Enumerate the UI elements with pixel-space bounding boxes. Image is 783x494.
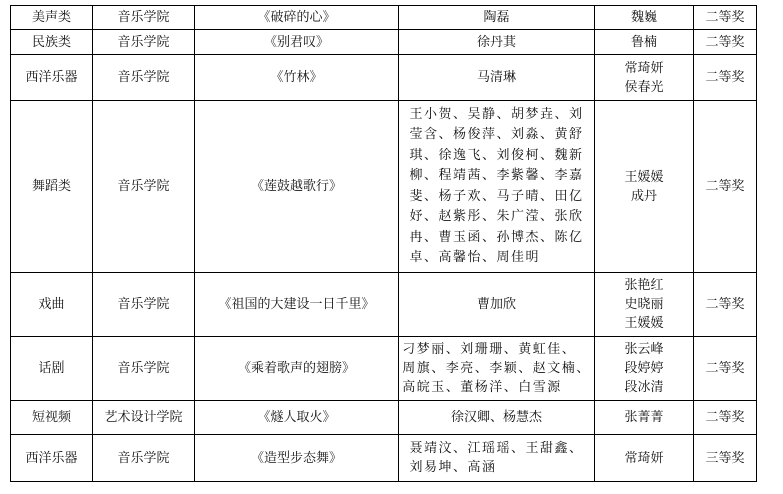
advisor-cell: 张菁菁 — [595, 401, 694, 435]
school-cell: 音乐学院 — [93, 273, 195, 337]
table-row — [11, 30, 757, 55]
work-title-cell: 《莲鼓越歌行》 — [195, 101, 399, 273]
member-line: 柳、程靖茜、李紫馨、李嘉 — [409, 168, 584, 183]
table-row — [11, 6, 757, 30]
table-row — [11, 101, 757, 273]
member-list — [402, 340, 591, 397]
members-cell: 陶磊 — [399, 6, 595, 30]
table-row — [11, 401, 757, 435]
member-line: 妤、赵紫彤、朱广滢、张欣 — [409, 209, 584, 224]
member-line: 王小贺、吴静、胡梦垚、刘 — [409, 106, 584, 122]
school-cell: 音乐学院 — [93, 435, 195, 482]
advisor-cell — [595, 101, 694, 273]
advisor-cell: 魏巍 — [595, 6, 694, 30]
awards-table-page — [10, 5, 757, 482]
category-cell: 短视频 — [11, 401, 93, 435]
table-row — [11, 435, 757, 482]
member-line: 斐、杨子欢、马子晴、田亿 — [409, 188, 584, 204]
table-row — [11, 337, 757, 401]
advisor-cell — [595, 337, 694, 401]
member-line: 周旗、李亮、李颖、赵文楠、 — [402, 361, 591, 376]
members-cell: 徐丹萁 — [399, 30, 595, 55]
school-cell: 音乐学院 — [93, 101, 195, 273]
advisor-cell: 鲁楠 — [595, 30, 694, 55]
work-title-cell: 《乘着歌声的翅膀》 — [195, 337, 399, 401]
advisor-list — [595, 168, 693, 206]
advisor-name: 张云峰 — [624, 342, 664, 357]
members-cell: 徐汉卿、杨慧杰 — [399, 401, 595, 435]
member-line: 聂靖汶、江瑶瑶、王甜鑫、 — [409, 441, 584, 456]
member-line: 卓、高馨怡、周佳明 — [409, 250, 540, 265]
advisor-name: 侯春光 — [624, 79, 664, 95]
advisor-name: 段冰清 — [624, 380, 664, 395]
work-title-cell: 《造型步态舞》 — [195, 435, 399, 482]
advisor-cell — [595, 55, 694, 101]
school-cell: 音乐学院 — [93, 30, 195, 55]
member-list — [409, 105, 583, 269]
category-cell: 美声类 — [11, 6, 93, 30]
work-title-cell: 《破碎的心》 — [195, 6, 399, 30]
table-row — [11, 273, 757, 337]
member-line: 高皖玉、董杨洋、白雪源 — [402, 380, 562, 395]
advisor-name: 王媛媛 — [624, 169, 664, 185]
advisor-cell — [595, 273, 694, 337]
advisor-name: 王媛媛 — [624, 316, 664, 331]
category-cell: 民族类 — [11, 30, 93, 55]
member-line: 琪、徐逸飞、刘俊柯、魏新 — [409, 147, 584, 163]
category-cell: 西洋乐器 — [11, 55, 93, 101]
award-cell: 二等奖 — [694, 30, 757, 55]
work-title-cell: 《祖国的大建设一日千里》 — [195, 273, 399, 337]
award-cell: 三等奖 — [694, 435, 757, 482]
school-cell: 音乐学院 — [93, 55, 195, 101]
members-cell — [399, 337, 595, 401]
members-cell: 马清琳 — [399, 55, 595, 101]
category-cell: 西洋乐器 — [11, 435, 93, 482]
award-cell: 二等奖 — [694, 55, 757, 101]
member-line: 刘易坤、高涵 — [409, 460, 497, 475]
member-line: 刁梦丽、刘珊珊、黄虹佳、 — [402, 342, 577, 357]
awards-table — [10, 5, 757, 482]
members-cell: 曹加欣 — [399, 273, 595, 337]
category-cell: 戏曲 — [11, 273, 93, 337]
advisor-name: 史晓丽 — [624, 297, 664, 312]
school-cell: 艺术设计学院 — [93, 401, 195, 435]
advisor-name: 段婷婷 — [624, 361, 664, 376]
member-line: 冉、曹玉函、孙博杰、陈亿 — [409, 229, 584, 245]
school-cell: 音乐学院 — [93, 337, 195, 401]
award-cell: 二等奖 — [694, 273, 757, 337]
members-cell — [399, 435, 595, 482]
members-cell — [399, 101, 595, 273]
advisor-cell: 常琦妍 — [595, 435, 694, 482]
award-cell: 二等奖 — [694, 6, 757, 30]
member-list — [409, 439, 583, 477]
school-cell: 音乐学院 — [93, 6, 195, 30]
advisor-name: 常琦妍 — [624, 60, 664, 76]
award-cell: 二等奖 — [694, 337, 757, 401]
work-title-cell: 《燧人取火》 — [195, 401, 399, 435]
advisor-list — [595, 276, 693, 333]
award-cell: 二等奖 — [694, 401, 757, 435]
award-cell: 二等奖 — [694, 101, 757, 273]
work-title-cell: 《别君叹》 — [195, 30, 399, 55]
category-cell: 话剧 — [11, 337, 93, 401]
category-cell: 舞蹈类 — [11, 101, 93, 273]
advisor-list — [595, 340, 693, 397]
advisor-name: 张艳红 — [624, 278, 664, 293]
advisor-name: 成丹 — [630, 188, 657, 204]
work-title-cell: 《竹林》 — [195, 55, 399, 101]
advisor-list — [595, 59, 693, 97]
member-line: 莹含、杨俊萍、刘淼、黄舒 — [409, 127, 584, 142]
table-row — [11, 55, 757, 101]
